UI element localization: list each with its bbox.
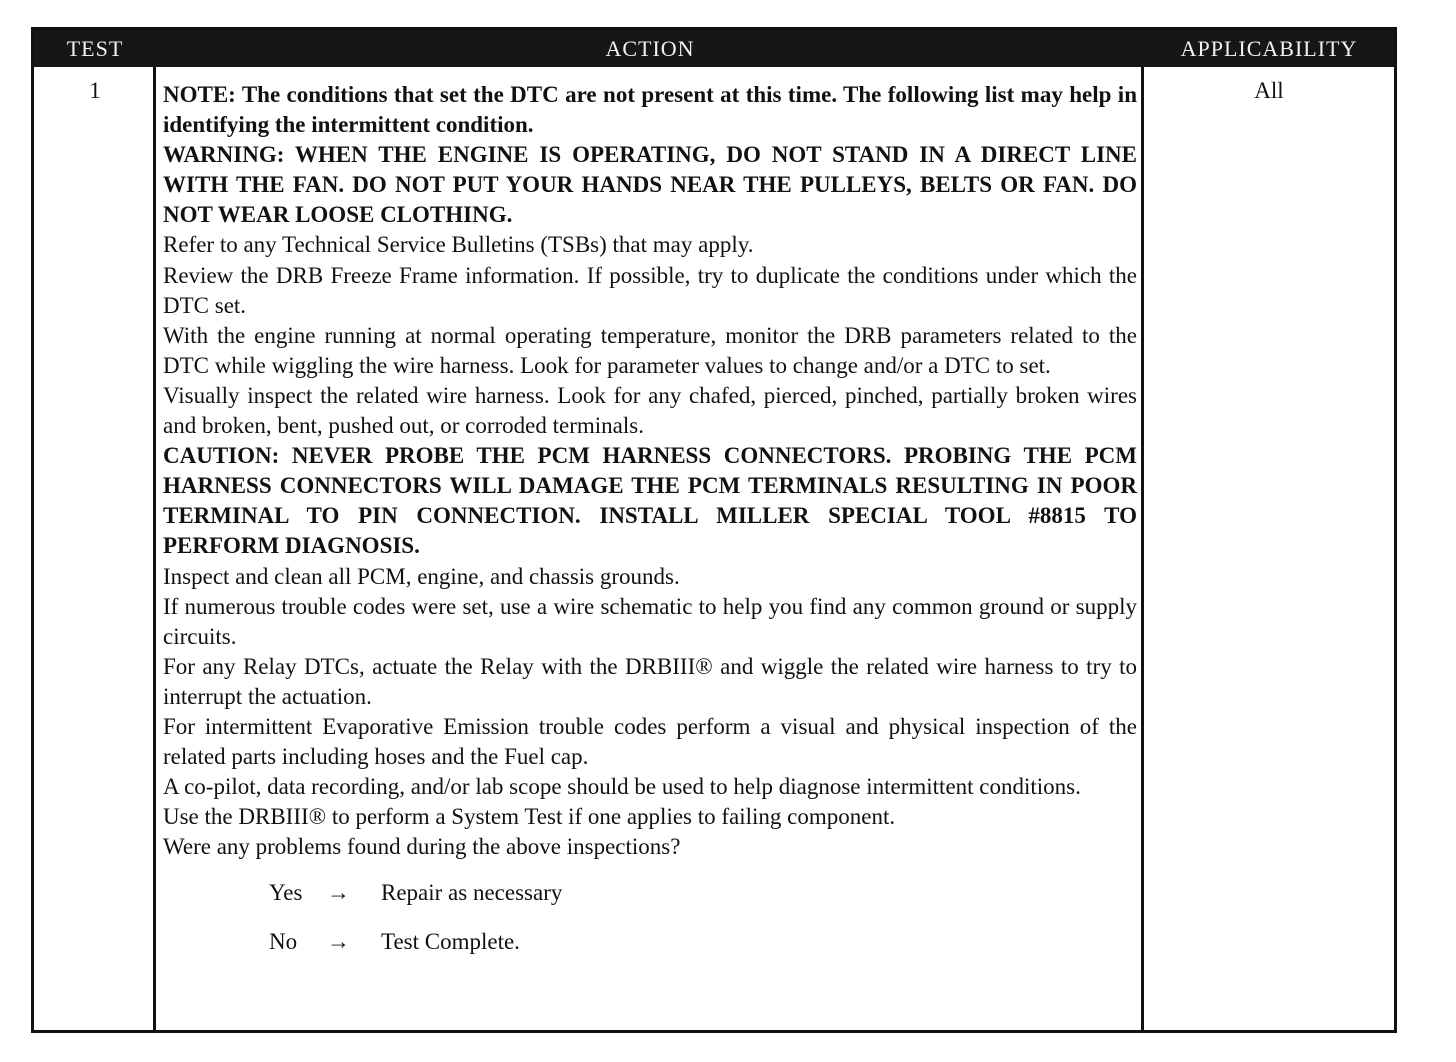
diagnostic-test-table [31,27,1397,1033]
action-paragraph: Review the DRB Freeze Frame information. If possible, try to duplicate the conditions under which the DTC set. [163,262,1137,318]
action-paragraph: Refer to any Technical Service Bulletins (TSBs) that may apply. [163,232,754,258]
outcome-result: Test Complete. [381,929,520,955]
action-cell [163,80,1137,976]
header-action: ACTION [605,36,695,61]
outcome-yes [269,878,1137,927]
action-paragraph: Inspect and clean all PCM, engine, and chassis grounds. [163,563,680,589]
applicability-value: All [1254,78,1284,103]
question-paragraph: Were any problems found during the above inspections? [163,834,681,860]
action-paragraph: For intermittent Evaporative Emission trouble codes perform a visual and physical inspection of the related parts including hoses and the Fuel cap. [163,713,1137,770]
test-number: 1 [89,78,101,103]
right-arrow-icon: → [327,880,350,906]
outcome-list [269,878,1137,976]
outcome-label: Yes [269,880,303,906]
header-test: TEST [66,36,124,61]
note-paragraph: NOTE: The conditions that set the DTC are not present at this time. The following list may help in identifying the intermittent condition. [163,82,1137,138]
column-divider [1141,67,1144,1030]
caution-paragraph: CAUTION: NEVER PROBE THE PCM HARNESS CONNECTORS. PROBING THE PCM HARNESS CONNECTORS WILL DAMAGE THE PCM TERMINALS RESULTING IN POOR TERMINAL TO PIN CONNECTION. INSTALL MILLER SPECIAL TOOL #8815 TO PERFORM DIAGNOSIS. [163,443,1137,559]
outcome-no [269,927,1137,976]
action-paragraph: With the engine running at normal operating temperature, monitor the DRB parameters related to the DTC while wiggling the wire harness. Look for parameter values to change and/or a DTC to set. [163,322,1137,378]
action-paragraph: A co-pilot, data recording, and/or lab scope should be used to help diagnose intermittent conditions. [163,774,1081,800]
column-divider [153,67,156,1030]
action-paragraph: For any Relay DTCs, actuate the Relay with the DRBIII® and wiggle the related wire harness to try to interrupt the actuation. [163,653,1137,709]
outcome-label: No [269,929,298,955]
action-paragraph: Visually inspect the related wire harness. Look for any chafed, pierced, pinched, partially broken wires and broken, bent, pushed out, or corroded terminals. [163,382,1137,439]
warning-paragraph: WARNING: WHEN THE ENGINE IS OPERATING, DO NOT STAND IN A DIRECT LINE WITH THE FAN. DO NOT PUT YOUR HANDS NEAR THE PULLEYS, BELTS OR FAN. DO NOT WEAR LOOSE CLOTHING. [163,142,1137,228]
action-paragraph: Use the DRBIII® to perform a System Test if one applies to failing component. [163,804,896,830]
header-applicability: APPLICABILITY [1180,36,1358,61]
outcome-result: Repair as necessary [381,880,563,906]
action-paragraph: If numerous trouble codes were set, use a wire schematic to help you find any common ground or supply circuits. [163,593,1137,649]
table-header-row [34,30,1394,67]
right-arrow-icon: → [327,929,350,955]
